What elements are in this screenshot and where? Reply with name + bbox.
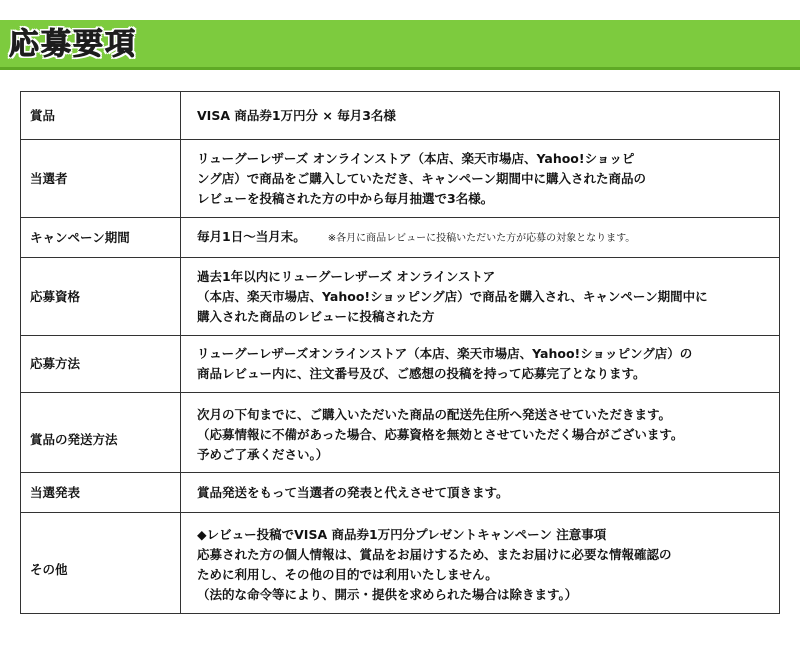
content-line: （本店、楽天市場店、Yahoo!ショッピング店）で商品を購入され、キャンペーン期間中に bbox=[197, 288, 708, 304]
row-label: その他 bbox=[21, 513, 181, 614]
table-row-how-to-apply bbox=[21, 336, 780, 393]
row-content bbox=[181, 92, 780, 140]
campaign-period-text: 毎月1日～当月末。 bbox=[197, 228, 306, 244]
content-line: リューグーレザーズオンラインストア（本店、楽天市場店、Yahoo!ショッピング店）の bbox=[197, 346, 693, 361]
content-line: ために利用し、その他の目的では利用いたしません。 bbox=[197, 567, 498, 582]
content-line: 予めご了承ください。） bbox=[197, 446, 329, 462]
row-label: 賞品 bbox=[21, 92, 181, 140]
row-content bbox=[181, 393, 780, 473]
row-content bbox=[181, 473, 780, 513]
content-line: レビューを投稿された方の中から毎月抽選で3名様。 bbox=[197, 190, 494, 206]
header-banner bbox=[0, 20, 800, 70]
table-row-winners bbox=[21, 140, 780, 218]
content-line: 応募された方の個人情報は、賞品をお届けするため、またお届けに必要な情報確認の bbox=[197, 547, 672, 562]
table-row-shipping bbox=[21, 393, 780, 473]
content-line: 賞品発送をもって当選者の発表と代えさせて頂きます。 bbox=[197, 484, 509, 500]
table-row-other bbox=[21, 513, 780, 614]
content-line: 過去1年以内にリューグーレザーズ オンラインストア bbox=[197, 268, 496, 284]
content-line: ◆レビュー投稿でVISA 商品券1万円分プレゼントキャンペーン 注意事項 bbox=[197, 527, 607, 542]
content-line: 購入された商品のレビューに投稿された方 bbox=[197, 308, 435, 324]
content-line: 商品レビュー内に、注文番号及び、ご感想の投稿を持って応募完了となります。 bbox=[197, 366, 646, 381]
row-label: 当選発表 bbox=[21, 473, 181, 513]
row-content bbox=[181, 140, 780, 218]
content-line: VISA 商品券1万円分 × 毎月3名様 bbox=[197, 107, 396, 123]
row-label: 応募資格 bbox=[21, 258, 181, 336]
row-label: 当選者 bbox=[21, 140, 181, 218]
content-line: （法的な命令等により、開示・提供を求められた場合は除きます。） bbox=[197, 587, 578, 602]
table-row-eligibility bbox=[21, 258, 780, 336]
row-content bbox=[181, 218, 780, 258]
table-row-announcement bbox=[21, 473, 780, 513]
row-content bbox=[181, 336, 780, 393]
page-title: 応募要項 bbox=[9, 27, 137, 62]
row-content bbox=[181, 513, 780, 614]
content-line: 次月の下旬までに、ご購入いただいた商品の配送先住所へ発送させていただきます。 bbox=[197, 406, 672, 422]
content-line: ング店）で商品をご購入していただき、キャンペーン期間中に購入された商品の bbox=[197, 170, 647, 186]
table-row-prize bbox=[21, 92, 780, 140]
row-content bbox=[181, 258, 780, 336]
content-line: リューグーレザーズ オンラインストア（本店、楽天市場店、Yahoo!ショッピ bbox=[197, 150, 635, 166]
application-requirements-table bbox=[20, 91, 780, 614]
row-label: キャンペーン期間 bbox=[21, 218, 181, 258]
table-row-campaign-period bbox=[21, 218, 780, 258]
row-label: 賞品の発送方法 bbox=[21, 393, 181, 473]
campaign-note: ※各月に商品レビューに投稿いただいた方が応募の対象となります。 bbox=[327, 232, 636, 244]
content-line: （応募情報に不備があった場合、応募資格を無効とさせていただく場合がございます。 bbox=[197, 426, 684, 442]
row-label: 応募方法 bbox=[21, 336, 181, 393]
